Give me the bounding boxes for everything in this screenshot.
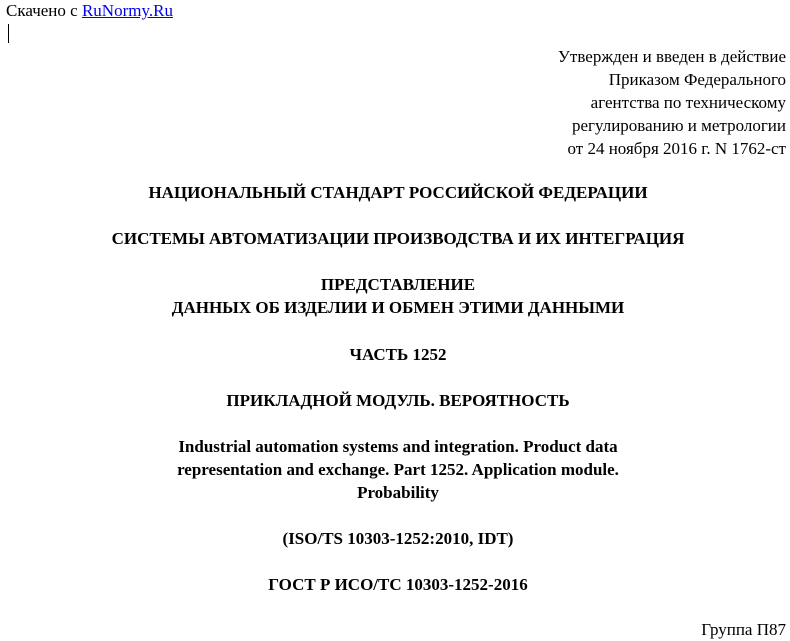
english-title-line2: representation and exchange. Part 1252. Application module.	[177, 460, 619, 479]
representation-title-line2: ДАННЫХ ОБ ИЗДЕЛИИ И ОБМЕН ЭТИМИ ДАННЫМИ	[171, 298, 625, 317]
part-title: ЧАСТЬ 1252	[349, 345, 447, 364]
source-line	[6, 1, 173, 21]
english-title-line1: Industrial automation systems and integration. Product data	[178, 437, 618, 456]
approval-line: агентства по техническому	[590, 93, 786, 112]
english-title-line3: Probability	[357, 483, 439, 502]
approval-line: Утвержден и введен в действие	[557, 47, 786, 66]
approval-line: регулированию и метрологии	[571, 116, 786, 135]
text-cursor	[8, 24, 9, 43]
module-title: ПРИКЛАДНОЙ МОДУЛЬ. ВЕРОЯТНОСТЬ	[226, 391, 570, 410]
national-standard-title: НАЦИОНАЛЬНЫЙ СТАНДАРТ РОССИЙСКОЙ ФЕДЕРАЦИИ	[148, 183, 648, 202]
source-prefix: Скачено с	[6, 1, 82, 20]
representation-title-line1: ПРЕДСТАВЛЕНИЕ	[320, 275, 476, 294]
iso-reference: (ISO/TS 10303-1252:2010, IDT)	[282, 529, 514, 548]
systems-title: СИСТЕМЫ АВТОМАТИЗАЦИИ ПРОИЗВОДСТВА И ИХ ИНТЕГРАЦИЯ	[111, 229, 685, 248]
approval-line: Приказом Федерального	[608, 70, 786, 89]
runormy-link[interactable]: RuNormy.Ru	[81, 1, 173, 20]
approval-block	[558, 45, 786, 160]
gost-designation: ГОСТ Р ИСО/ТС 10303-1252-2016	[268, 575, 528, 594]
approval-line: от 24 ноября 2016 г. N 1762-ст	[567, 139, 786, 158]
group-label: Группа П87	[701, 620, 786, 639]
